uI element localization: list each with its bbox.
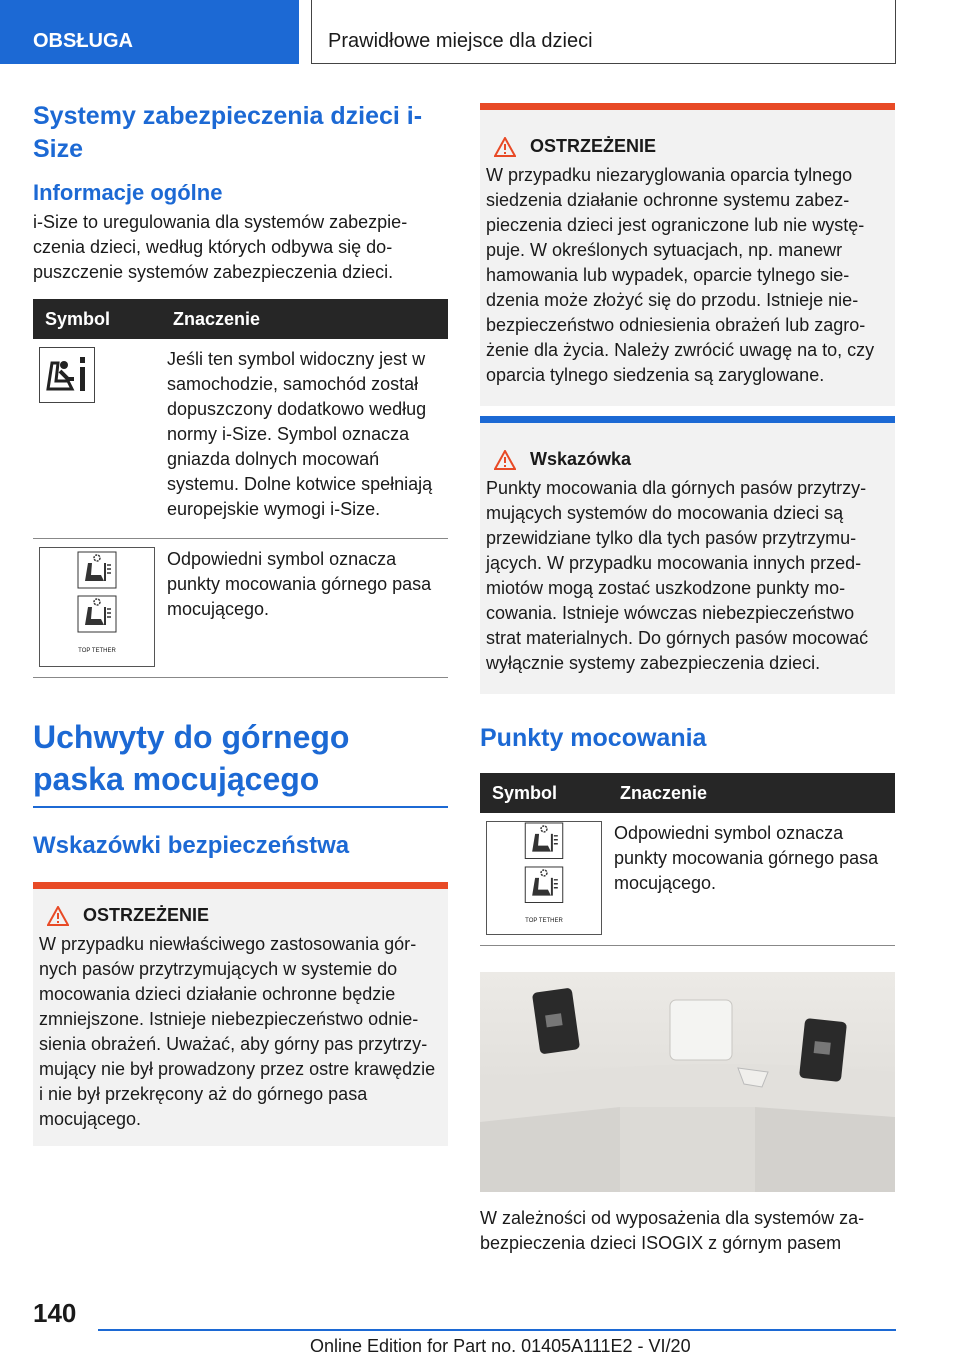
warning-box-backrest bbox=[480, 103, 895, 406]
general-info-text: i-Size to uregulowania dla systemów zabezpieczenia dzieci, według których odbywa się dopuszczenie systemów zabezpieczenia dzieci. bbox=[33, 212, 408, 282]
warning-heading: OSTRZEŻENIE bbox=[83, 905, 210, 925]
photo-caption: W zależności od wyposażenia dla systemów zabezpieczenia dzieci ISOGIX z górnym pasem bbox=[480, 1208, 865, 1253]
warning-triangle-icon bbox=[47, 906, 69, 926]
section-tab[interactable]: OBSŁUGA bbox=[0, 0, 299, 64]
footer-rule bbox=[98, 1329, 896, 1331]
isize-symbol-table bbox=[33, 299, 448, 678]
top-tether-symbol-box bbox=[39, 547, 155, 667]
top-tether-seat-icon bbox=[77, 595, 117, 633]
section-title-isize: Systemy zabezpieczenia dzieci i-Size bbox=[33, 102, 423, 163]
isize-symbol-meaning: Jeśli ten symbol widoczny jest w samochodzie, samochód został dopuszczony dodatkowo według normy i-Size. Symbol oznacza gniazda dolnych mocowań systemu. Dolne kotwice spełniają europejskie wymogi i-Size. bbox=[161, 339, 448, 539]
table-row bbox=[33, 339, 448, 539]
col-symbol: Symbol bbox=[33, 299, 161, 339]
top-tether-symbol-box bbox=[486, 821, 602, 935]
page-number: 140 bbox=[33, 1298, 77, 1328]
table-row bbox=[33, 539, 448, 678]
warning-triangle-icon bbox=[494, 137, 516, 157]
subtitle-general-info: Informacje ogólne bbox=[33, 180, 223, 205]
table-row bbox=[480, 813, 895, 946]
top-tether-meaning: Odpowiedni symbol oznacza punkty mocowania górnego pasa mocującego. bbox=[161, 539, 448, 678]
top-tether-seat-icon bbox=[77, 551, 117, 589]
warning-text: W przypadku niewłaściwego zastosowania górnych pasów przytrzymujących w systemie do mocowania dzieci działanie ochronne będzie zmniejszone. Istnieje niebezpieczeństwo odniesienia obrażeń. Uważać, aby górny pas przytrzymujący nie był prowadzony przez ostre krawędzie i nie był przekręcony aż do górnego pasa mocującego. bbox=[39, 934, 436, 1129]
left-column bbox=[33, 100, 448, 1146]
col-meaning: Znaczenie bbox=[161, 299, 448, 339]
anchor-meaning: Odpowiedni symbol oznacza punkty mocowania górnego pasa mocującego. bbox=[608, 813, 895, 946]
title-underline bbox=[33, 806, 448, 808]
subtitle-safety-notes: Wskazówki bezpieczeństwa bbox=[33, 832, 350, 859]
warning-triangle-icon bbox=[494, 450, 516, 470]
tip-heading: Wskazówka bbox=[530, 449, 632, 469]
chapter-title: Prawidłowe miejsce dla dzieci bbox=[311, 0, 896, 64]
tip-box bbox=[480, 416, 895, 694]
top-tether-seat-icon bbox=[524, 866, 564, 904]
section-title-top-tether: Uchwyty do górnego paska mocującego bbox=[33, 719, 350, 797]
edition-info: Online Edition for Part no. 01405A111E2 - VI/20 bbox=[310, 1336, 691, 1356]
col-meaning: Znaczenie bbox=[608, 773, 895, 813]
anchor-symbol-table bbox=[480, 773, 895, 946]
warning-box-tether bbox=[33, 882, 448, 1146]
rear-seat-anchor-photo bbox=[480, 972, 895, 1192]
top-tether-label: TOP TETHER bbox=[525, 918, 563, 924]
warning-text: W przypadku niezaryglowania oparcia tylnego siedzenia działanie ochronne systemu zabezpieczenia dzieci jest ograniczone lub nie występuje. W określonych sytuacjach, np. manewr hamowania lub wypadek, oparcie tylnego siedzenia może złożyć się do przodu. Istnieje niebezpieczeństwo odniesienia obrażeń lub zagrożenie dla życia. Należy zwrócić uwagę na to, czy oparcia tylnego siedzenia są zaryglowane. bbox=[486, 165, 875, 385]
top-tether-label: TOP TETHER bbox=[78, 647, 116, 654]
warning-heading: OSTRZEŻENIE bbox=[530, 136, 657, 156]
section-title-anchor-points: Punkty mocowania bbox=[480, 724, 707, 752]
tip-text: Punkty mocowania dla górnych pasów przytrzymujących systemów do mocowania dzieci są przewidziane tylko dla tych pasów przytrzymujących. W przypadku mocowania innych przedmiotów mogą zostać uszkodzone punkty mocowania. Istnieje wówczas niebezpieczeństwo strat materialnych. Do górnych pasów mocować wyłącznie systemy zabezpieczenia dzieci. bbox=[486, 478, 869, 673]
col-symbol: Symbol bbox=[480, 773, 608, 813]
isize-child-seat-icon bbox=[39, 347, 95, 403]
top-tether-seat-icon bbox=[524, 822, 564, 860]
right-column bbox=[480, 103, 895, 1256]
